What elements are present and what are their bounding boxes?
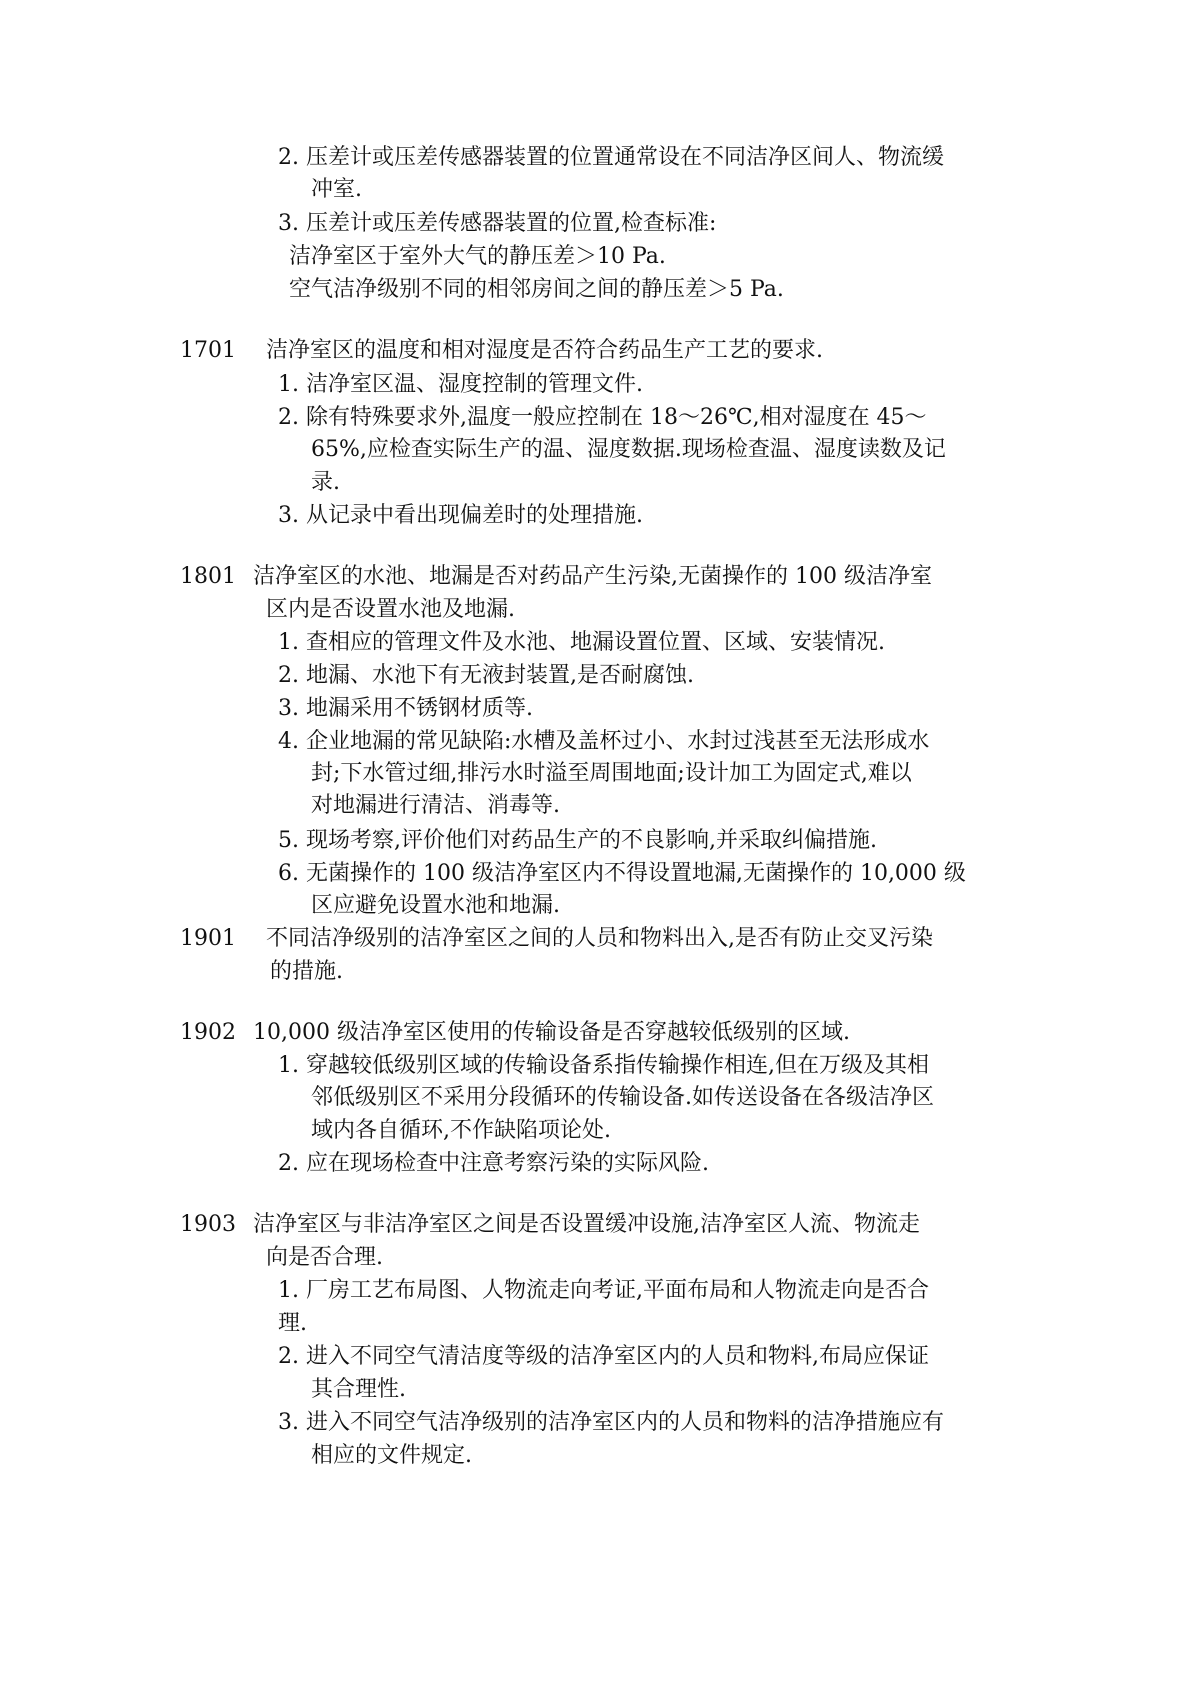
text-line: 2. 应在现场检查中注意考察污染的实际风险. [278,1151,709,1176]
text-line: 3. 进入不同空气洁净级别的洁净室区内的人员和物料的洁净措施应有 [278,1410,944,1435]
section-number: 1901 [180,926,236,951]
section-number: 1701 [180,338,236,363]
text-line: 理. [278,1311,307,1336]
text-line: 封;下水管过细,排污水时溢至周围地面;设计加工为固定式,难以 [311,761,912,786]
text-line: 3. 地漏采用不锈钢材质等. [278,696,533,721]
text-line: 区应避免设置水池和地漏. [311,893,560,918]
section-number: 1801 [180,564,236,589]
section-heading: 洁净室区与非洁净室区之间是否设置缓冲设施,洁净室区人流、物流走 [253,1212,920,1237]
text-line: 录. [311,470,340,495]
text-line: 2. 除有特殊要求外,温度一般应控制在 18～26℃,相对湿度在 45～ [278,405,927,430]
section-heading: 洁净室区的水池、地漏是否对药品产生污染,无菌操作的 100 级洁净室 [253,564,932,589]
text-line: 5. 现场考察,评价他们对药品生产的不良影响,并采取纠偏措施. [278,828,877,853]
text-line: 1. 洁净室区温、湿度控制的管理文件. [278,372,643,397]
text-line: 2. 进入不同空气清洁度等级的洁净室区内的人员和物料,布局应保证 [278,1344,929,1369]
text-line: 4. 企业地漏的常见缺陷:水槽及盖杯过小、水封过浅甚至无法形成水 [278,729,930,754]
text-line: 2. 压差计或压差传感器装置的位置通常设在不同洁净区间人、物流缓 [278,145,944,170]
text-line: 1. 查相应的管理文件及水池、地漏设置位置、区域、安装情况. [278,630,885,655]
text-line: 洁净室区于室外大气的静压差＞10 Pa. [289,244,666,269]
text-line: 65%,应检查实际生产的温、湿度数据.现场检查温、湿度读数及记 [311,437,946,462]
section-number: 1902 [180,1020,236,1045]
text-line: 2. 地漏、水池下有无液封装置,是否耐腐蚀. [278,663,694,688]
text-line: 相应的文件规定. [311,1443,472,1468]
text-line: 域内各自循环,不作缺陷项论处. [311,1118,611,1143]
text-line: 1. 厂房工艺布局图、人物流走向考证,平面布局和人物流走向是否合 [278,1278,929,1303]
text-line: 的措施. [270,959,343,984]
section-heading: 洁净室区的温度和相对湿度是否符合药品生产工艺的要求. [266,338,823,363]
text-line: 3. 从记录中看出现偏差时的处理措施. [278,503,643,528]
text-line: 对地漏进行清洁、消毒等. [311,793,560,818]
text-line: 冲室. [311,177,362,202]
text-line: 向是否合理. [266,1245,383,1270]
section-number: 1903 [180,1212,236,1237]
text-line: 3. 压差计或压差传感器装置的位置,检查标准: [278,211,717,236]
section-heading: 10,000 级洁净室区使用的传输设备是否穿越较低级别的区域. [253,1020,850,1045]
text-line: 区内是否设置水池及地漏. [266,597,515,622]
section-heading: 不同洁净级别的洁净室区之间的人员和物料出入,是否有防止交叉污染 [266,926,933,951]
text-line: 空气洁净级别不同的相邻房间之间的静压差＞5 Pa. [289,277,784,302]
text-line: 6. 无菌操作的 100 级洁净室区内不得设置地漏,无菌操作的 10,000 级 [278,861,966,886]
text-line: 1. 穿越较低级别区域的传输设备系指传输操作相连,但在万级及其相 [278,1053,929,1078]
text-line: 其合理性. [311,1377,406,1402]
text-line: 邻低级别区不采用分段循环的传输设备.如传送设备在各级洁净区 [311,1085,934,1110]
